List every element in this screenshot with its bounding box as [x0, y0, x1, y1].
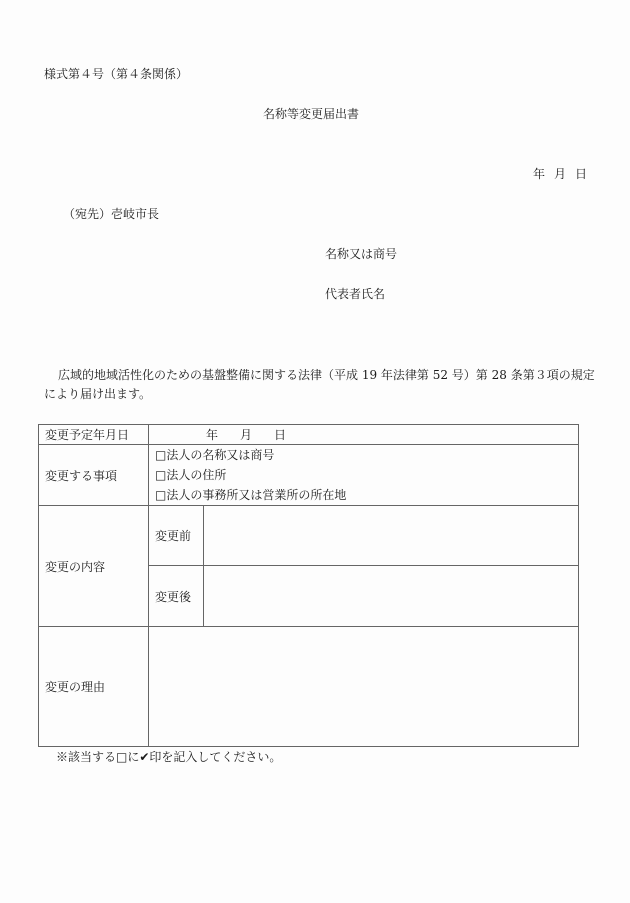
body-text-line-2: により届け出ます。: [44, 387, 152, 401]
after-label: 変更後: [149, 566, 204, 627]
scheduled-year: 年: [206, 428, 219, 442]
change-items-options: [149, 445, 579, 506]
scheduled-date-label: 変更予定年月日: [39, 425, 149, 445]
body-text-line-1: 広域的地域活性化のための基盤整備に関する法律（平成 19 年法律第 52 号）第 28 条第３項の規定: [58, 368, 595, 382]
checkbox-instruction-note: ※該当する□に✔印を記入してください。: [56, 750, 282, 764]
before-label: 変更前: [149, 506, 204, 566]
after-value-field[interactable]: [204, 566, 579, 627]
change-form-table: [38, 424, 579, 747]
option-company-address[interactable]: □法人の住所: [155, 468, 227, 482]
scheduled-day: 日: [274, 428, 287, 442]
reason-label: 変更の理由: [39, 627, 149, 747]
representative-name-label: 代表者氏名: [325, 287, 386, 301]
company-name-label: 名称又は商号: [325, 247, 398, 261]
date-month: 月: [554, 167, 567, 181]
table-row-change-items: [39, 445, 579, 506]
scheduled-date-field[interactable]: [149, 425, 579, 445]
date-year: 年: [533, 167, 546, 181]
form-number: 様式第４号（第４条関係）: [44, 67, 189, 81]
before-value-field[interactable]: [204, 506, 579, 566]
option-company-name[interactable]: □法人の名称又は商号: [155, 448, 275, 462]
submission-date: [533, 167, 587, 181]
document-title: 名称等変更届出書: [263, 107, 360, 121]
date-day: 日: [575, 167, 588, 181]
option-office-location[interactable]: □法人の事務所又は営業所の所在地: [155, 488, 347, 502]
table-row-scheduled-date: [39, 425, 579, 445]
reason-value-field[interactable]: [149, 627, 579, 747]
table-row-change-before: [39, 506, 579, 566]
addressee: （宛先）壱岐市長: [63, 207, 160, 221]
scheduled-month: 月: [240, 428, 253, 442]
change-content-label: 変更の内容: [39, 506, 149, 627]
table-row-reason: [39, 627, 579, 747]
change-items-label: 変更する事項: [39, 445, 149, 506]
